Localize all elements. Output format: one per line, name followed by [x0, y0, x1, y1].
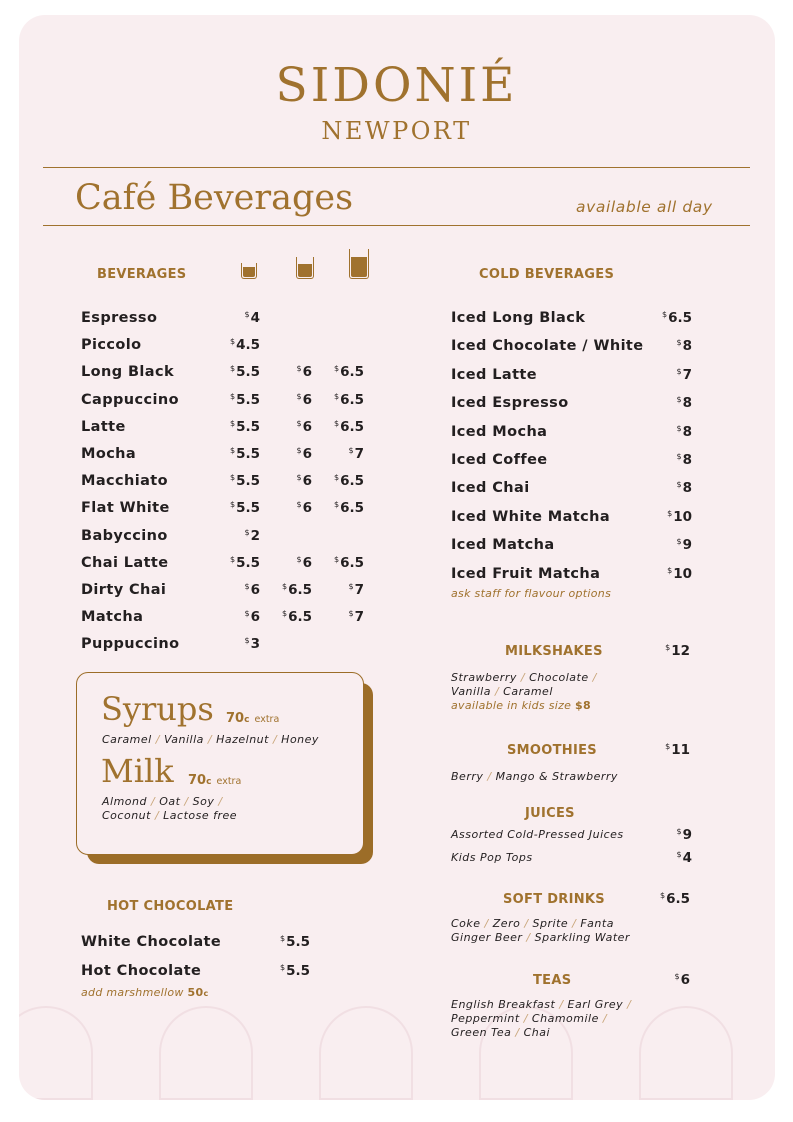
- menu-item-name: Dirty Chai: [81, 582, 167, 598]
- menu-item-price: $6: [244, 609, 260, 626]
- menu-item-price: $8: [676, 452, 692, 468]
- smoothies-price-value: 11: [671, 742, 690, 758]
- menu-item-price: $7: [348, 582, 364, 598]
- currency-symbol: $: [659, 891, 666, 900]
- option-text: Vanilla: [163, 733, 204, 746]
- currency-symbol: $: [281, 582, 288, 591]
- separator: /: [268, 733, 282, 746]
- menu-item-price: $5.5: [229, 554, 260, 571]
- separator: /: [490, 685, 504, 698]
- menu-item-price: $6: [296, 554, 312, 571]
- currency-symbol: $: [244, 527, 250, 537]
- menu-item-price: $5.5: [229, 391, 260, 408]
- section-title-cold-beverages: COLD BEVERAGES: [479, 267, 615, 282]
- separator: /: [214, 795, 223, 808]
- marshmallow-price-unit: c: [203, 989, 209, 998]
- separator: /: [150, 809, 164, 822]
- currency-symbol: $: [229, 364, 236, 374]
- currency-symbol: $: [676, 338, 682, 348]
- marshmallow-price: 50: [187, 986, 204, 999]
- option-text: Lactose free: [163, 809, 238, 822]
- menu-item-name: Espresso: [81, 310, 158, 326]
- option-text: Mango & Strawberry: [495, 770, 618, 783]
- menu-item-price: $6.5: [661, 310, 692, 326]
- milk-price-unit: c: [206, 777, 212, 787]
- currency-symbol: $: [296, 391, 302, 401]
- teas-price-value: 6: [680, 972, 690, 988]
- menu-item-price: $5.5: [229, 418, 260, 435]
- option-text: Almond: [102, 795, 147, 808]
- currency-symbol: $: [676, 423, 682, 433]
- menu-item-name: Iced Fruit Matcha: [451, 565, 601, 582]
- option-text: Fanta: [580, 917, 614, 930]
- separator: /: [180, 795, 193, 808]
- milk-title: Milk: [101, 752, 174, 790]
- menu-item-price: $5.5: [229, 500, 260, 517]
- page-subtitle: available all day: [576, 198, 713, 216]
- currency-symbol: $: [333, 364, 340, 374]
- option-text: Coke: [451, 917, 481, 930]
- currency-symbol: $: [676, 537, 682, 547]
- menu-item-name: Flat White: [81, 500, 170, 517]
- soft-drinks-price-value: 6.5: [666, 891, 690, 907]
- syrups-price-value: 70: [226, 711, 245, 726]
- juice-item-name: Kids Pop Tops: [451, 851, 533, 864]
- separator: /: [598, 1012, 608, 1025]
- menu-item-price: $5.5: [279, 962, 310, 979]
- menu-item-price: $6: [296, 446, 312, 462]
- menu-item-price: $7: [348, 446, 364, 462]
- currency-symbol: $: [229, 446, 236, 455]
- currency-symbol: $: [229, 500, 236, 510]
- separator: /: [522, 931, 535, 944]
- currency-symbol: $: [665, 742, 671, 751]
- menu-item-price: $6.5: [281, 609, 312, 626]
- menu-item-price: $8: [676, 480, 692, 497]
- option-text: Peppermint: [451, 1012, 520, 1025]
- soft-drinks-options-line2: [451, 931, 630, 944]
- currency-symbol: $: [348, 446, 354, 455]
- currency-symbol: $: [229, 473, 236, 483]
- currency-symbol: $: [244, 636, 250, 646]
- soft-drinks-options-line1: [451, 917, 614, 930]
- currency-symbol: $: [348, 582, 354, 591]
- separator: /: [151, 733, 164, 746]
- section-title-beverages: BEVERAGES: [97, 267, 187, 282]
- separator: /: [483, 770, 496, 783]
- currency-symbol: $: [229, 337, 236, 347]
- section-title-smoothies: SMOOTHIES: [507, 743, 597, 758]
- menu-item-price: $5.5: [229, 364, 260, 381]
- juice-item-name: Assorted Cold-Pressed Juices: [451, 828, 624, 841]
- option-text: Coconut: [102, 809, 151, 822]
- menu-item-price: $9: [676, 537, 692, 554]
- section-title-soft-drinks: SOFT DRINKS: [503, 892, 605, 907]
- menu-item-name: Iced Mocha: [451, 423, 548, 440]
- small-cup-icon: [241, 263, 257, 279]
- menu-item-price: $10: [667, 508, 692, 525]
- option-text: Ginger Beer: [451, 931, 523, 944]
- separator: /: [555, 998, 568, 1011]
- menu-item-price: $6: [296, 500, 312, 517]
- currency-symbol: $: [281, 609, 288, 619]
- marshmallow-note: add marshmellow: [81, 986, 184, 999]
- option-text: Earl Grey: [567, 998, 624, 1011]
- menu-item-price: $6.5: [333, 364, 364, 381]
- separator: /: [146, 795, 160, 808]
- menu-item-price: $4.5: [229, 337, 260, 354]
- hot-chocolate-note: [81, 986, 208, 999]
- separator: /: [520, 917, 533, 930]
- menu-item-name: Iced Espresso: [451, 395, 569, 412]
- menu-item-name: Mocha: [81, 446, 137, 462]
- menu-item-name: Long Black: [81, 364, 174, 381]
- menu-item-price: $8: [676, 423, 692, 440]
- option-text: Chamomile: [531, 1012, 599, 1025]
- option-text: Sparkling Water: [534, 931, 630, 944]
- currency-symbol: $: [333, 473, 340, 483]
- section-title-juices: JUICES: [525, 806, 575, 821]
- currency-symbol: $: [244, 582, 250, 591]
- option-text: Strawberry: [451, 671, 517, 684]
- decorative-arch: [159, 1006, 253, 1100]
- menu-item-name: Iced Chai: [451, 480, 530, 497]
- menu-item-name: Matcha: [81, 609, 144, 626]
- large-cup-icon: [349, 249, 369, 279]
- milk-price: [188, 769, 241, 788]
- menu-item-name: White Chocolate: [81, 934, 222, 950]
- menu-item-name: Chai Latte: [81, 554, 169, 571]
- milkshakes-price: [640, 643, 690, 659]
- smoothies-options: [451, 770, 618, 783]
- menu-item-price: $7: [348, 609, 364, 626]
- currency-symbol: $: [676, 827, 682, 836]
- menu-item-name: Iced Coffee: [451, 452, 548, 468]
- separator: /: [623, 998, 632, 1011]
- option-text: Caramel: [503, 685, 553, 698]
- currency-symbol: $: [244, 310, 250, 319]
- menu-item-name: Puppuccino: [81, 636, 180, 653]
- option-text: English Breakfast: [451, 998, 556, 1011]
- decorative-arch: [19, 1006, 93, 1100]
- option-text: Berry: [451, 770, 484, 783]
- currency-symbol: $: [333, 500, 340, 510]
- option-text: Chocolate: [529, 671, 589, 684]
- separator: /: [480, 917, 493, 930]
- menu-item-price: $6: [244, 582, 260, 598]
- syrups-extra-label: extra: [254, 714, 280, 725]
- decorative-arch: [639, 1006, 733, 1100]
- menu-item-name: Latte: [81, 418, 126, 435]
- menu-item-price: $6.5: [333, 554, 364, 571]
- menu-item-price: $6.5: [333, 500, 364, 517]
- currency-symbol: $: [229, 418, 236, 428]
- brand-location: NEWPORT: [321, 117, 472, 145]
- cold-beverages-note: ask staff for flavour options: [451, 587, 612, 600]
- currency-symbol: $: [667, 565, 673, 575]
- currency-symbol: $: [676, 395, 682, 405]
- milkshakes-options-line1: [451, 671, 597, 684]
- syrups-price-unit: c: [244, 715, 250, 725]
- menu-item-price: $8: [676, 338, 692, 355]
- currency-symbol: $: [661, 310, 668, 319]
- milkshakes-note: [451, 699, 591, 712]
- header-divider-top: [43, 167, 750, 168]
- separator: /: [511, 1026, 524, 1039]
- smoothies-price: [640, 742, 690, 758]
- menu-item-price: $10: [667, 565, 692, 582]
- currency-symbol: $: [333, 391, 340, 401]
- menu-item-name: Iced Long Black: [451, 310, 586, 326]
- menu-item-name: Cappuccino: [81, 391, 179, 408]
- option-text: Hazelnut: [216, 733, 269, 746]
- menu-item-price: $5.5: [279, 934, 310, 950]
- currency-symbol: $: [279, 934, 286, 943]
- currency-symbol: $: [279, 962, 286, 972]
- kids-size-note: available in kids size: [451, 699, 572, 712]
- menu-item-price: $4: [244, 310, 260, 326]
- option-text: Honey: [281, 733, 319, 746]
- currency-symbol: $: [333, 554, 340, 564]
- teas-options-line1: [451, 998, 631, 1011]
- currency-symbol: $: [296, 473, 302, 483]
- menu-item-name: Piccolo: [81, 337, 142, 354]
- currency-symbol: $: [348, 609, 354, 619]
- section-title-hot-chocolate: HOT CHOCOLATE: [107, 899, 234, 914]
- syrups-price: [226, 707, 279, 726]
- milk-options-line1: [102, 795, 223, 808]
- section-title-milkshakes: MILKSHAKES: [505, 644, 603, 659]
- separator: /: [519, 1012, 532, 1025]
- brand-name: SIDONIÉ: [275, 58, 518, 113]
- page-title: Café Beverages: [75, 178, 354, 218]
- menu-item-price: $2: [244, 527, 260, 544]
- currency-symbol: $: [674, 972, 680, 981]
- milk-extra-label: extra: [216, 776, 242, 787]
- menu-item-price: $6: [296, 391, 312, 408]
- menu-item-price: $6.5: [333, 418, 364, 435]
- menu-item-price: $6: [296, 364, 312, 381]
- milk-price-value: 70: [188, 773, 207, 788]
- menu-item-price: $5.5: [229, 446, 260, 462]
- currency-symbol: $: [676, 480, 682, 490]
- currency-symbol: $: [676, 850, 682, 859]
- syrups-title: Syrups: [101, 690, 214, 728]
- currency-symbol: $: [296, 500, 302, 510]
- currency-symbol: $: [229, 554, 236, 564]
- menu-item-name: Iced Chocolate / White: [451, 338, 644, 355]
- menu-item-name: Babyccino: [81, 527, 168, 544]
- section-title-teas: TEAS: [533, 973, 572, 988]
- milk-options-line2: [102, 809, 237, 822]
- currency-symbol: $: [296, 554, 302, 564]
- option-text: Caramel: [102, 733, 152, 746]
- medium-cup-icon: [296, 257, 314, 279]
- currency-symbol: $: [665, 643, 671, 652]
- option-text: Green Tea: [451, 1026, 512, 1039]
- currency-symbol: $: [296, 364, 302, 374]
- separator: /: [516, 671, 530, 684]
- menu-item-name: Macchiato: [81, 473, 168, 490]
- teas-options-line3: [451, 1026, 550, 1039]
- currency-symbol: $: [229, 391, 236, 401]
- menu-item-price: $6.5: [333, 473, 364, 490]
- menu-item-price: $6: [296, 473, 312, 490]
- currency-symbol: $: [244, 609, 250, 619]
- option-text: Zero: [492, 917, 521, 930]
- separator: /: [203, 733, 217, 746]
- option-text: Vanilla: [451, 685, 491, 698]
- juice-item-price: $4: [676, 850, 692, 866]
- currency-symbol: $: [676, 452, 682, 461]
- teas-options-line2: [451, 1012, 607, 1025]
- menu-item-price: $3: [244, 636, 260, 653]
- teas-price: [640, 972, 690, 988]
- currency-symbol: $: [296, 418, 302, 428]
- menu-item-price: $6.5: [333, 391, 364, 408]
- option-text: Chai: [523, 1026, 551, 1039]
- menu-item-name: Hot Chocolate: [81, 962, 202, 979]
- milkshakes-price-value: 12: [671, 643, 690, 659]
- currency-symbol: $: [333, 418, 340, 428]
- kids-size-price: $8: [575, 699, 591, 712]
- menu-item-price: $8: [676, 395, 692, 412]
- soft-drinks-price: [640, 891, 690, 907]
- menu-item-name: Iced White Matcha: [451, 508, 611, 525]
- option-text: Oat: [159, 795, 181, 808]
- milkshakes-options-line2: [451, 685, 553, 698]
- menu-item-price: $5.5: [229, 473, 260, 490]
- currency-symbol: $: [676, 366, 682, 376]
- separator: /: [588, 671, 597, 684]
- menu-item-name: Iced Matcha: [451, 537, 555, 554]
- menu-item-price: $7: [676, 366, 692, 383]
- header-divider-bottom: [43, 225, 750, 226]
- separator: /: [568, 917, 581, 930]
- option-text: Sprite: [532, 917, 569, 930]
- syrups-options: [102, 733, 319, 746]
- juice-item-price: $9: [676, 827, 692, 843]
- menu-item-name: Iced Latte: [451, 366, 537, 383]
- currency-symbol: $: [296, 446, 302, 455]
- menu-item-price: $6: [296, 418, 312, 435]
- option-text: Soy: [192, 795, 215, 808]
- menu-item-price: $6.5: [281, 582, 312, 598]
- decorative-arch: [319, 1006, 413, 1100]
- currency-symbol: $: [667, 508, 673, 518]
